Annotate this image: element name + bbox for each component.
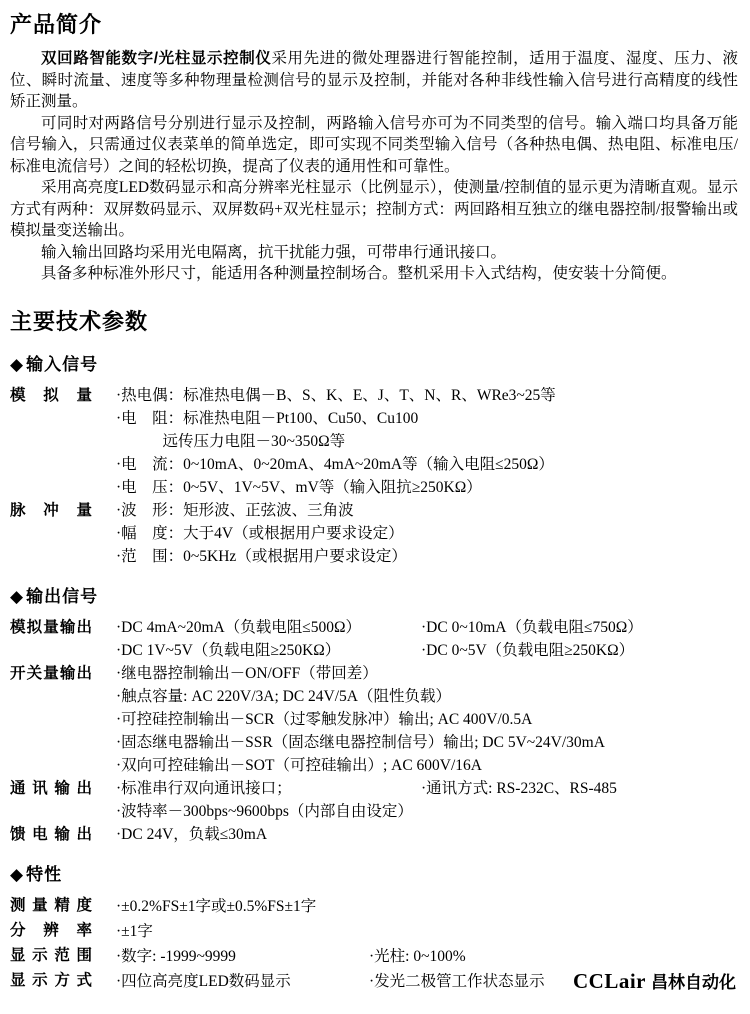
- spec-item: ·热电偶：标准热电偶－B、S、K、E、J、T、N、R、WRe3~25等: [116, 386, 556, 404]
- spec-line: [116, 522, 738, 545]
- diamond-icon: ◆: [10, 864, 25, 884]
- spec-row-label: 馈电输出: [10, 825, 92, 843]
- spec-row-content: [116, 384, 738, 499]
- spec-line: [116, 777, 738, 800]
- spec-item: ·标准串行双向通讯接口；: [116, 779, 292, 797]
- spec-section-title: [10, 350, 738, 375]
- spec-row: [10, 894, 738, 919]
- section-title-tech-params: 主要技术参数: [10, 308, 149, 334]
- spec-item: ·电 阻：标准热电阻－Pt100、Cu50、Cu100: [116, 409, 419, 427]
- spec-section: [10, 582, 738, 846]
- spec-item: ·双向可控硅输出－SOT（可控硅输出）; AC 600V/16A: [116, 756, 482, 774]
- spec-item: ·DC 1V~5V（负载电阻≥250KΩ）: [116, 641, 341, 659]
- spec-item: ·固态继电器输出－SSR（固态继电器控制信号）输出; DC 5V~24V/30mA: [116, 733, 605, 751]
- spec-row-label: 模拟量: [10, 386, 92, 404]
- spec-item: ·波 形：矩形波、正弦波、三角波: [116, 501, 354, 519]
- diamond-icon: ◆: [10, 586, 25, 606]
- spec-line: [116, 754, 738, 777]
- spec-row: [10, 944, 738, 969]
- spec-item: ·光柱: 0~100%: [369, 947, 466, 965]
- spec-line: [116, 430, 738, 453]
- spec-line: [116, 685, 738, 708]
- spec-section-title-text: 输入信号: [26, 354, 99, 374]
- spec-row-label: 分辨率: [10, 921, 92, 939]
- spec-row: [10, 616, 738, 662]
- spec-row-label: 开关量输出: [10, 664, 92, 682]
- spec-row-label: 通讯输出: [10, 779, 92, 797]
- spec-section-title-text: 特性: [26, 864, 63, 884]
- spec-row-content: [116, 944, 738, 969]
- spec-row-content: [116, 662, 738, 777]
- spec-row-content: [116, 894, 738, 919]
- spec-item: ·电 流：0~10mA、0~20mA、4mA~20mA等（输入电阻≤250Ω）: [116, 455, 554, 473]
- spec-line: [116, 731, 738, 754]
- spec-item: ·发光二极管工作状态显示: [369, 972, 545, 990]
- spec-row-content: [116, 823, 738, 846]
- spec-line: [116, 453, 738, 476]
- spec-row-label: 测量精度: [10, 896, 92, 914]
- intro-paragraph: 具备多种标准外形尺寸，能适用各种测量控制场合。整机采用卡入式结构，使安装十分简便。: [41, 265, 677, 282]
- spec-item: ·DC 0~5V（负载电阻≥250KΩ）: [421, 641, 635, 659]
- brand-logo-en: CCLair: [573, 969, 646, 993]
- intro-paragraph: 可同时对两路信号分别进行显示及控制，两路输入信号亦可为不同类型的信号。输入端口均具备万能信号输入，只需通过仪表菜单的简单选定，即可实现不同类型输入信号（各种热电偶、热电阻、标准电压/标准电流信号）之间的轻松切换，提高了仪表的通用性和可靠性。: [10, 114, 738, 175]
- spec-line: [116, 919, 738, 944]
- spec-line: [116, 499, 738, 522]
- intro-paragraph-lead: [10, 48, 738, 113]
- spec-row: [10, 777, 738, 823]
- spec-item: ·数字: -1999~9999: [116, 947, 236, 965]
- brand-logo: [573, 968, 736, 994]
- spec-item: ·DC 24V，负载≤30mA: [116, 825, 268, 843]
- spec-line: [116, 662, 738, 685]
- spec-item: ·±1字: [116, 922, 153, 940]
- spec-row-content: [116, 499, 738, 568]
- spec-item: ·DC 0~10mA（负载电阻≤750Ω）: [421, 618, 643, 636]
- intro-paragraph: 输入输出回路均采用光电隔离，抗干扰能力强，可带串行通讯接口。: [41, 243, 507, 261]
- spec-line: [116, 639, 738, 662]
- diamond-icon: ◆: [10, 354, 25, 374]
- spec-line: [116, 708, 738, 731]
- spec-row: [10, 662, 738, 777]
- spec-item: ·±0.2%FS±1字或±0.5%FS±1字: [116, 897, 317, 915]
- spec-item: ·波特率－300bps~9600bps（内部自由设定）: [116, 802, 413, 820]
- intro-lead-text: 采用先进的微处理器进行智能控制，适用于温度、湿度、压力、液位、瞬时流量、速度等多种物理量检测信号的显示及控制，并能对各种非线性输入信号进行高精度的线性矫正测量。: [10, 50, 738, 110]
- spec-item: ·四位高亮度LED数码显示: [116, 972, 291, 990]
- spec-line: [116, 384, 738, 407]
- spec-row: [10, 384, 738, 499]
- page-title: 产品简介: [10, 12, 103, 37]
- spec-item: ·幅 度：大于4V（或根据用户要求设定）: [116, 524, 404, 542]
- spec-line: [116, 894, 738, 919]
- spec-line: [116, 407, 738, 430]
- spec-row: [10, 919, 738, 944]
- spec-line: [116, 545, 738, 568]
- spec-item: ·电 压：0~5V、1V~5V、mV等（输入阻抗≥250KΩ）: [116, 478, 482, 496]
- spec-line: [116, 800, 738, 823]
- spec-row-label: 显示方式: [10, 971, 92, 989]
- brand-logo-cn: 昌林自动化: [651, 973, 736, 992]
- spec-item: 远传压力电阻－30~350Ω等: [116, 432, 346, 450]
- spec-section-title-text: 输出信号: [26, 586, 99, 606]
- document-page: [10, 8, 738, 994]
- spec-item: ·范 围：0~5KHz（或根据用户要求设定）: [116, 547, 407, 565]
- product-name: 双回路智能数字/光柱显示控制仪: [41, 50, 272, 67]
- intro-section: [10, 48, 738, 285]
- spec-item: ·通讯方式: RS-232C、RS-485: [421, 779, 617, 797]
- spec-row-content: [116, 777, 738, 823]
- spec-section: [10, 350, 738, 568]
- spec-item: ·DC 4mA~20mA（负载电阻≤500Ω）: [116, 618, 361, 636]
- spec-row-label: 模拟量输出: [10, 618, 92, 636]
- spec-item: ·继电器控制输出－ON/OFF（带回差）: [116, 664, 378, 682]
- spec-line: [116, 823, 738, 846]
- spec-section-title: [10, 582, 738, 607]
- spec-row-content: [116, 919, 738, 944]
- spec-line: [116, 944, 738, 969]
- spec-sections: [10, 350, 738, 994]
- spec-item: ·触点容量: AC 220V/3A; DC 24V/5A（阻性负载）: [116, 687, 451, 705]
- spec-item: ·可控硅控制输出－SCR（过零触发脉冲）输出; AC 400V/0.5A: [116, 710, 533, 728]
- spec-section-title: [10, 860, 738, 885]
- spec-row-label: 显示范围: [10, 946, 92, 964]
- spec-line: [116, 476, 738, 499]
- spec-row-label: 脉冲量: [10, 501, 92, 519]
- spec-row: [10, 823, 738, 846]
- spec-row: [10, 499, 738, 568]
- spec-row-content: [116, 616, 738, 662]
- spec-line: [116, 616, 738, 639]
- intro-paragraph: 采用高亮度LED数码显示和高分辨率光柱显示（比例显示），使测量/控制值的显示更为清晰直观。显示方式有两种：双屏数码显示、双屏数码+双光柱显示；控制方式：两回路相互独立的继电器控制/报警输出或模拟量变送输出。: [10, 179, 738, 239]
